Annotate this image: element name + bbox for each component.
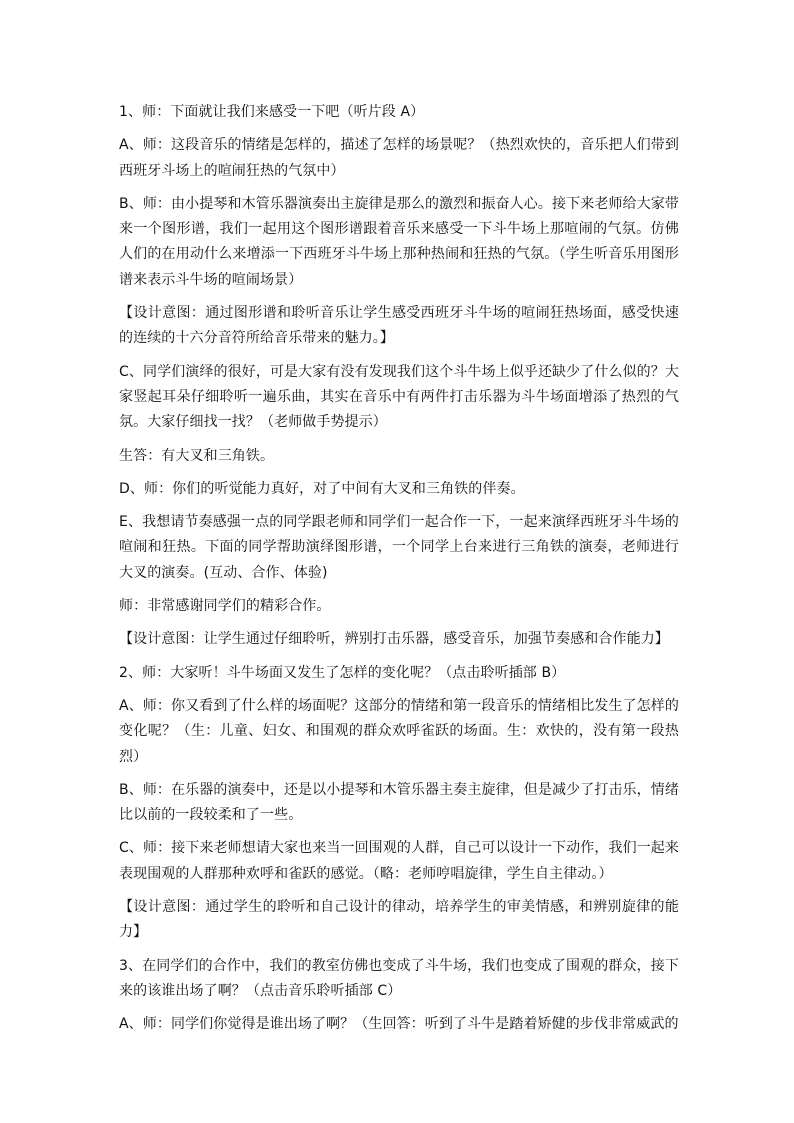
teacher-thanks: 师：非常感谢同学们的精彩合作。 xyxy=(119,598,331,615)
paragraph-section-1-intro: 1、师：下面就让我们来感受一下吧（听片段 A） xyxy=(119,104,425,120)
student-answer: 生答：有大叉和三角铁。 xyxy=(119,447,275,464)
document-body xyxy=(119,100,679,1038)
paragraph-2c: C、师：接下来老师想请大家也来当一回围观的人群，自己可以设计一下动作，我们一起来表现围观的人群那种欢呼和雀跃的感觉。（略：老师哼唱旋律，学生自主律动。） xyxy=(119,840,679,882)
design-intent-2: 【设计意图：让学生通过仔细聆听，辨别打击乐器，感受音乐，加强节奏感和合作能力】 xyxy=(119,631,669,648)
paragraph-1d: D、师：你们的听觉能力真好，对了中间有大叉和三角铁的伴奏。 xyxy=(119,480,525,497)
paragraph-2a: A、师：你又看到了什么样的场面呢？这部分的情绪和第一段音乐的情绪相比发生了怎样的变化呢？（生：儿童、妇女、和围观的群众欢呼雀跃的场面。生：欢快的，没有第一段热烈） xyxy=(119,697,679,765)
paragraph-1c: C、同学们演绎的很好，可是大家有没有发现我们这个斗牛场上似乎还缺少了什么似的？大家竖起耳朵仔细聆听一遍乐曲，其实在音乐中有两件打击乐器为斗牛场面增添了热烈的气氛。大家仔细找一找？（老师做手势提示） xyxy=(119,363,679,431)
paragraph-section-2-intro: 2、师：大家听！斗牛场面又发生了怎样的变化呢？（点击聆听插部 B） xyxy=(119,664,566,681)
paragraph-2b: B、师：在乐器的演奏中，还是以小提琴和木管乐器主奏主旋律，但是减少了打击乐，情绪比以前的一段较柔和了一些。 xyxy=(119,781,679,824)
paragraph-1e: E、我想请节奏感强一点的同学跟老师和同学们一起合作一下，一起来演绎西班牙斗牛场的喧闹和狂热。下面的同学帮助演绎图形谱，一个同学上台来进行三角铁的演奏，老师进行大叉的演奏。(互动、合作、体验) xyxy=(119,514,679,581)
paragraph-1a: A、师：这段音乐的情绪是怎样的，描述了怎样的场景呢？（热烈欢快的，音乐把人们带到西班牙斗场上的喧闹狂热的气氛中） xyxy=(119,137,679,179)
paragraph-section-3-intro: 3、在同学们的合作中，我们的教室仿佛也变成了斗牛场，我们也变成了围观的群众，接下来的该谁出场了啊？（点击音乐聆听插部 C） xyxy=(119,957,679,999)
paragraph-3a: A、师：同学们你觉得是谁出场了啊？（生回答：听到了斗牛是踏着矫健的步伐非常威武的 xyxy=(119,1016,679,1033)
paragraph-1b: B、师：由小提琴和木管乐器演奏出主旋律是那么的激烈和振奋人心。接下来老师给大家带来一个图形谱，我们一起用这个图形谱跟着音乐来感受一下斗牛场上那喧闹的气氛。仿佛人们的在用动什么来增添一下西班牙斗牛场上那种热闹和狂热的气氛。（学生听音乐用图形谱来表示斗牛场的喧闹场景） xyxy=(119,195,679,288)
design-intent-3: 【设计意图：通过学生的聆听和自己设计的律动，培养学生的审美情感，和辨别旋律的能力】 xyxy=(119,899,679,941)
design-intent-1: 【设计意图：通过图形谱和聆听音乐让学生感受西班牙斗牛场的喧闹狂热场面，感受快速的连续的十六分音符所给音乐带来的魅力。】 xyxy=(119,305,679,347)
